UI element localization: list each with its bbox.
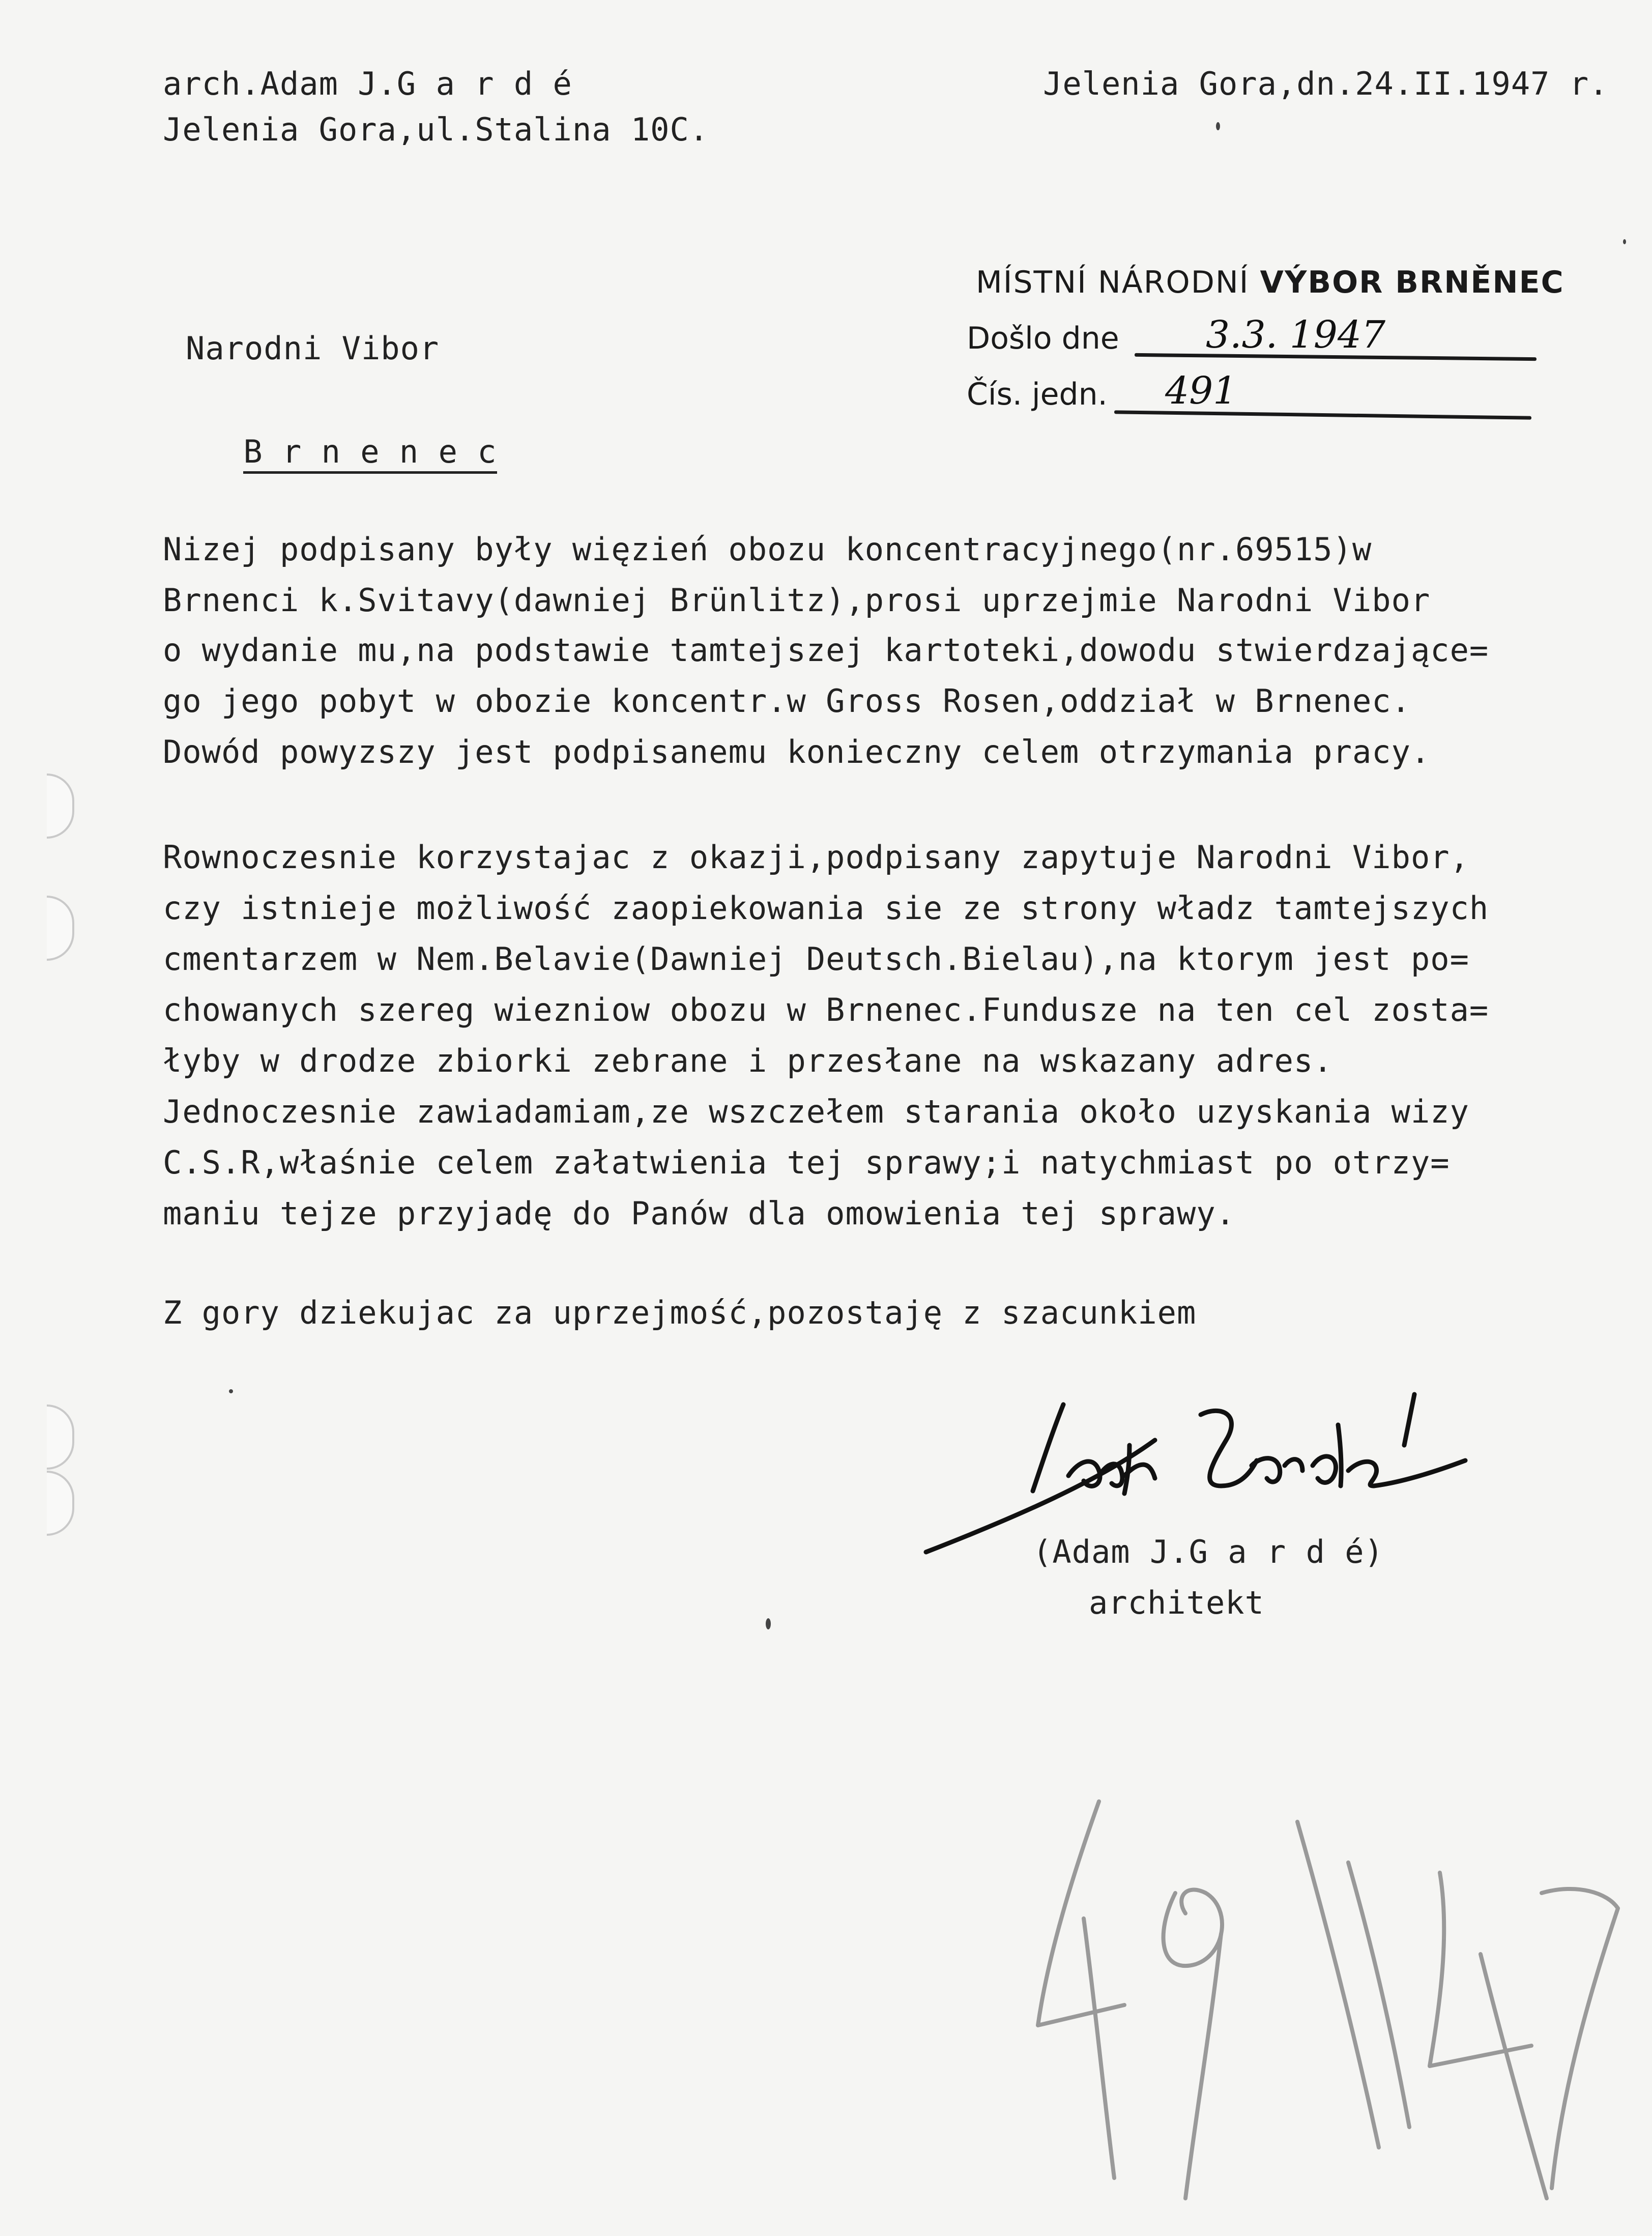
ink-speck (1623, 239, 1626, 244)
stamp-received-label: Došlo dne (967, 321, 1119, 356)
recipient-name: Narodni Vibor (186, 330, 440, 367)
punch-hole (47, 896, 74, 961)
signature-title: architekt (1089, 1584, 1264, 1621)
sender-address: Jelenia Gora,ul.Stalina 10C. (163, 111, 709, 148)
paragraph-line: Nizej podpisany były więzień obozu koncentracyjnego(nr.69515)w (163, 531, 1372, 568)
paragraph-line: chowanych szereg wiezniow obozu w Brnenec.Fundusze na ten cel zosta= (163, 991, 1489, 1028)
stamp-number-label: Čís. jedn. (967, 377, 1108, 412)
stamp-title-bold: VÝBOR BRNĚNEC (1260, 265, 1564, 300)
paragraph-line: Rownoczesnie korzystajac z okazji,podpisany zapytuje Narodni Vibor, (163, 839, 1469, 876)
paragraph-line: o wydanie mu,na podstawie tamtejszej kartoteki,dowodu stwierdzające= (163, 632, 1489, 669)
ink-speck (1216, 122, 1220, 130)
paragraph-line: Dowód powyzszy jest podpisanemu konieczny celem otrzymania pracy. (163, 733, 1431, 770)
recipient-place (165, 376, 497, 528)
stamp-number-value: 491 (1165, 369, 1237, 413)
punch-hole (47, 1404, 74, 1470)
closing-line: Z gory dziekujac za uprzejmość,pozostaję z szacunkiem (163, 1294, 1197, 1331)
paragraph-line: go jego pobyt w obozie koncentr.w Gross Rosen,oddział w Brnenec. (163, 682, 1411, 720)
paragraph-line: cmentarzem w Nem.Belavie(Dawniej Deutsch.Bielau),na ktorym jest po= (163, 940, 1469, 978)
pencil-registry-number (992, 1740, 1643, 2219)
sender-name: arch.Adam J.G a r d é (163, 65, 572, 102)
paragraph-line: maniu tejze przyjadę do Panów dla omowienia tej sprawy. (163, 1195, 1235, 1232)
registry-stamp (967, 265, 1564, 433)
stamp-received-value: 3.3. 1947 (1206, 313, 1386, 357)
stamp-title-regular: MÍSTNÍ NÁRODNÍ (976, 265, 1260, 300)
punch-hole (47, 773, 74, 839)
paragraph-line: czy istnieje możliwość zaopiekowania sie ze strony władz tamtejszych (163, 890, 1489, 927)
ink-speck (229, 1389, 233, 1393)
paragraph-line: Jednoczesnie zawiadamiam,ze wszczełem starania około uzyskania wizy (163, 1093, 1469, 1130)
letter-date: Jelenia Gora,dn.24.II.1947 r. (1043, 65, 1609, 102)
recipient-place-text: B r n e n e c (243, 433, 497, 474)
paragraph-line: łyby w drodze zbiorki zebrane i przesłane na wskazany adres. (163, 1042, 1333, 1079)
paragraph-line: C.S.R,właśnie celem załatwienia tej sprawy;i natychmiast po otrzy= (163, 1144, 1450, 1181)
stamp-title (976, 265, 1564, 300)
signature-name: (Adam J.G a r d é) (1033, 1533, 1384, 1570)
paragraph-line: Brnenci k.Svitavy(dawniej Brünlitz),prosi uprzejmie Narodni Vibor (163, 582, 1431, 619)
punch-hole (47, 1471, 74, 1536)
ink-speck (766, 1618, 771, 1629)
